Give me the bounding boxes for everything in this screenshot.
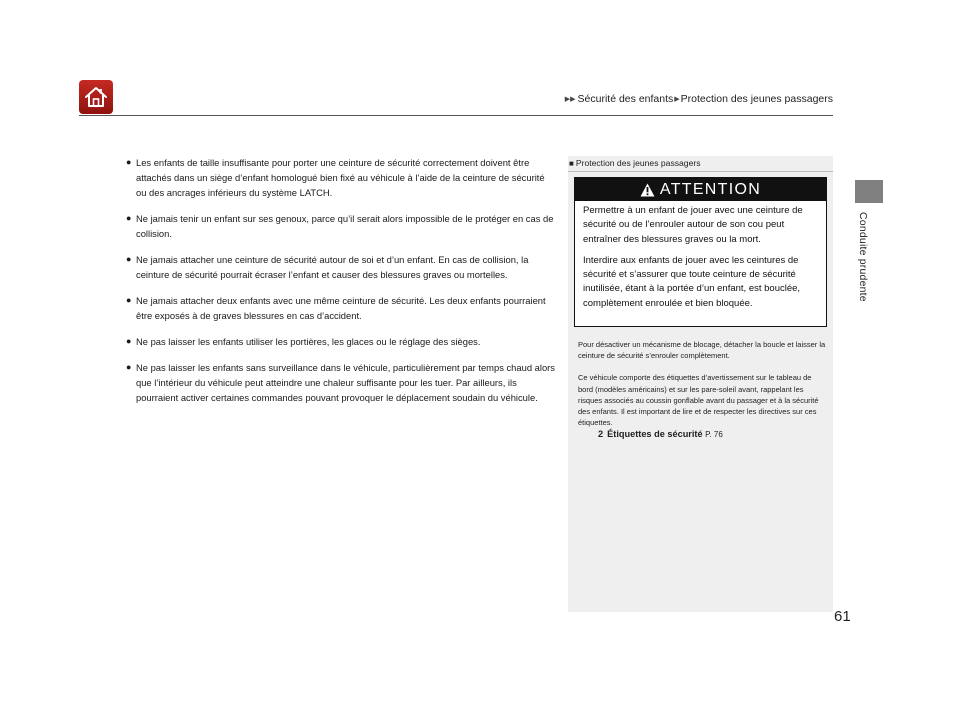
bullet-text: Les enfants de taille insuffisante pour porter une ceinture de sécurité correctement doivent être attachés dans un siège d’enfant homologué bien fixé au véhicule à l’aide de la ceinture de sécurité ou des ancrages inférieurs du système LATCH.: [136, 157, 545, 199]
list-item: [126, 293, 556, 323]
header-divider: [79, 115, 833, 116]
main-bullet-list: [126, 155, 556, 416]
side-notes-panel: [568, 156, 833, 612]
warning-triangle-icon: [640, 183, 655, 197]
list-item: [126, 360, 556, 406]
section-tab-marker: [855, 180, 883, 203]
xref-page: P. 76: [705, 430, 723, 440]
warning-paragraph: Permettre à un enfant de jouer avec une ceinture de sécurité ou de l’enrouler autour de son cou peut entraîner des blessures graves ou la mort.: [583, 205, 803, 245]
warning-box: [574, 177, 827, 327]
breadcrumb-item-child-safety[interactable]: Sécurité des enfants: [577, 93, 674, 105]
bullet-icon: ●: [126, 335, 132, 346]
note-marker-icon: ■: [569, 159, 574, 168]
side-panel-title-text: Protection des jeunes passagers: [575, 158, 701, 168]
bullet-icon: ●: [126, 157, 132, 167]
xref-label: Étiquettes de sécurité: [607, 429, 703, 440]
bullet-icon: ●: [126, 254, 132, 265]
warning-paragraph: Interdire aux enfants de jouer avec les ceintures de sécurité et s’assurer que toute ceinture de sécurité inutilisée, étant à la portée d’un enfant, est bouclée, complètement enroulée et bien bloquée.: [583, 254, 801, 309]
bullet-text: Ne jamais tenir un enfant sur ses genoux, parce qu’il serait alors impossible de le protéger en cas de collision.: [136, 213, 554, 240]
page-number: 61: [834, 608, 851, 625]
list-item: [126, 155, 556, 201]
xref-arrow-icon: 2: [598, 429, 604, 440]
list-item: [126, 334, 556, 349]
note-paragraph: Ce véhicule comporte des étiquettes d’avertissement sur le tableau de bord (modèles américains) et sur les pare-soleil avant, rappelant les risques associés au coussin gonflable avant du passager et à la sécurité des enfants. Il est important de lire et de respecter les directives sur ces étiquettes.: [578, 373, 819, 428]
breadcrumb-arrow-icon: ▶▶: [564, 96, 576, 103]
breadcrumb-item-protecting-passengers[interactable]: Protection des jeunes passagers: [680, 93, 833, 105]
side-panel-title: [568, 156, 833, 172]
home-button[interactable]: [79, 80, 113, 114]
section-tab-label[interactable]: Conduite prudente: [857, 212, 869, 302]
bullet-text: Ne pas laisser les enfants sans surveillance dans le véhicule, particulièrement par temps chaud alors que l’intérieur du véhicule peut atteindre une chaleur suffisante pour les tuer. Par ailleurs, ils pourraient activer certaines commandes pouvant provoquer le déplacement soudain du véhicule.: [136, 361, 555, 403]
bullet-text: Ne pas laisser les enfants utiliser les portières, les glaces ou le réglage des sièges.: [136, 335, 481, 347]
list-item: [126, 252, 556, 282]
bullet-icon: ●: [126, 294, 132, 305]
bullet-icon: ●: [126, 213, 132, 224]
bullet-text: Ne jamais attacher une ceinture de sécurité autour de soi et d’un enfant. En cas de collision, la ceinture de sécurité pourrait écraser l’enfant et causer des blessures graves ou mortelles.: [136, 254, 529, 281]
bullet-icon: ●: [126, 361, 132, 372]
note-paragraph: Pour désactiver un mécanisme de blocage, détacher la boucle et laisser la ceinture de sécurité s’enrouler complètement.: [578, 340, 826, 361]
bullet-text: Ne jamais attacher deux enfants avec une même ceinture de sécurité. Les deux enfants pourraient être exposés à de graves blessures en cas d’accident.: [136, 294, 546, 322]
list-item: [126, 211, 556, 241]
home-icon: [83, 85, 109, 109]
xref-link-safety-labels[interactable]: [578, 428, 828, 441]
side-notes-text: [578, 339, 828, 441]
warning-header: [575, 178, 826, 201]
warning-body: [575, 201, 826, 311]
breadcrumb-arrow-icon: ▶: [674, 96, 680, 103]
breadcrumb: [563, 93, 833, 105]
warning-label: ATTENTION: [659, 180, 762, 198]
